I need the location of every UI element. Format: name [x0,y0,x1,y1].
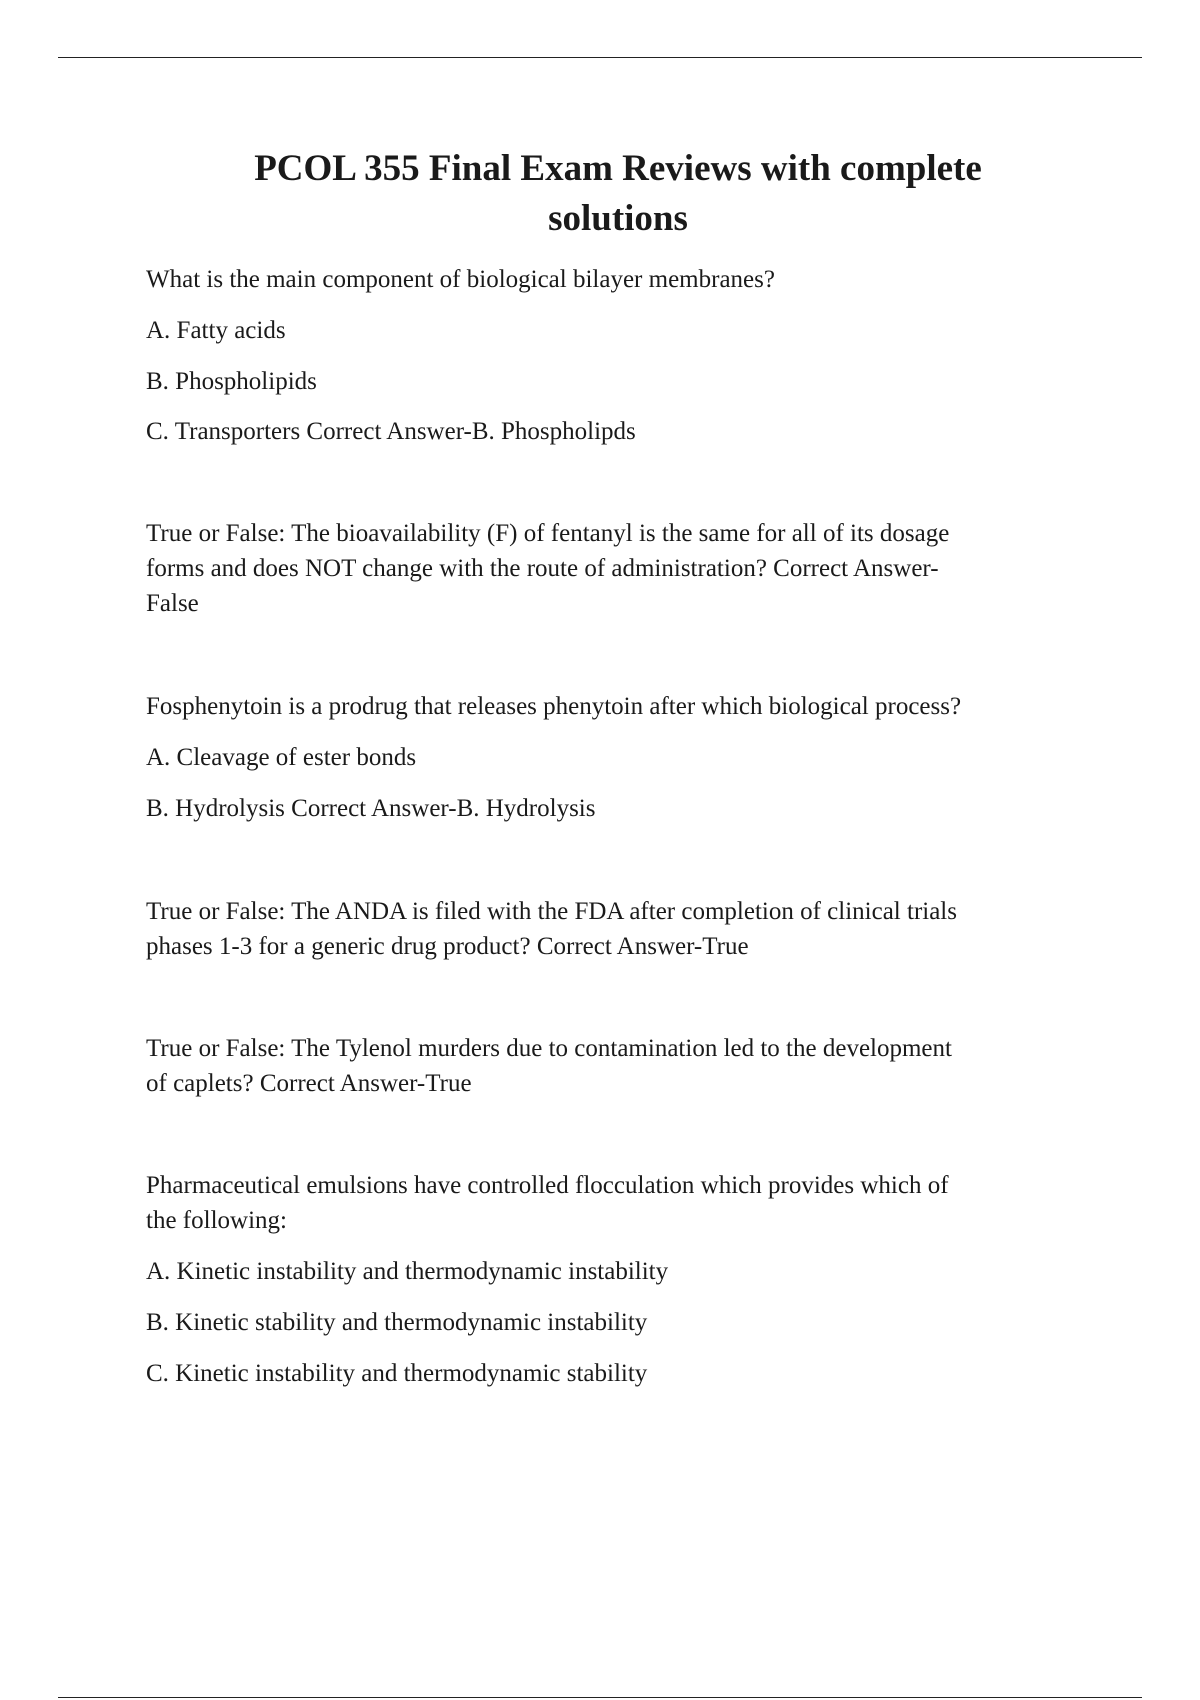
header-rule [58,57,1142,58]
q3-option-b: B. Hydrolysis Correct Answer-B. Hydrolysis [146,795,596,822]
footer-rule [58,1697,1142,1698]
q3-option-a: A. Cleavage of ester bonds [146,744,417,771]
q6-text-line-1: Pharmaceutical emulsions have controlled flocculation which provides which of [146,1172,949,1199]
q1-option-c: C. Transporters Correct Answer-B. Phospholipds [146,418,636,445]
q6-option-c: C. Kinetic instability and thermodynamic stability [146,1360,648,1387]
q1-option-a: A. Fatty acids [146,317,286,344]
q6-text-line-2: the following: [146,1207,287,1234]
q5-text-line-2: of caplets? Correct Answer-True [146,1070,472,1097]
q4-text-line-1: True or False: The ANDA is filed with the FDA after completion of clinical trials [146,898,957,925]
q2-text-line-2: forms and does NOT change with the route of administration? Correct Answer- [146,555,939,582]
q1-text-line-1: What is the main component of biological bilayer membranes? [146,266,775,293]
q1-option-b: B. Phospholipids [146,368,317,395]
q2-text-line-3: False [146,590,199,617]
title-line-2: solutions [548,198,688,239]
q5-text-line-1: True or False: The Tylenol murders due to contamination led to the development [146,1035,952,1062]
q2-text-line-1: True or False: The bioavailability (F) of fentanyl is the same for all of its dosage [146,520,950,547]
q3-text-line-1: Fosphenytoin is a prodrug that releases phenytoin after which biological process? [146,693,962,720]
document-title [146,144,1090,244]
q6-option-a: A. Kinetic instability and thermodynamic instability [146,1258,669,1285]
title-line-1: PCOL 355 Final Exam Reviews with complete [254,148,982,189]
q4-text-line-2: phases 1-3 for a generic drug product? Correct Answer-True [146,933,749,960]
q6-option-b: B. Kinetic stability and thermodynamic instability [146,1309,648,1336]
